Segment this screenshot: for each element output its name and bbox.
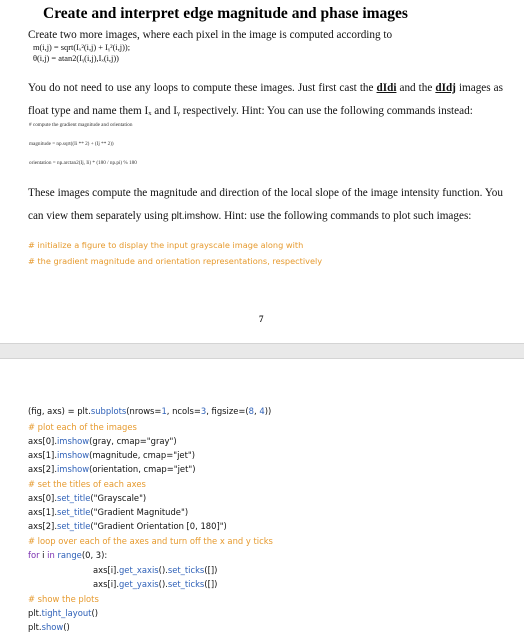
code-line-yaxis-ticks bbox=[93, 579, 217, 589]
hint-comment-line-2: # the gradient magnitude and orientation representations, respectively bbox=[28, 256, 323, 266]
code-fn: set_title bbox=[56, 493, 91, 503]
code-text: axs[2]. bbox=[28, 464, 57, 474]
code-text: axs[1]. bbox=[28, 450, 57, 460]
code-comment-show: # show the plots bbox=[28, 594, 99, 604]
didi-link[interactable]: dIdi bbox=[376, 82, 397, 94]
code-text: (orientation, cmap="jet") bbox=[89, 464, 196, 474]
code-line-title-orientation bbox=[28, 521, 227, 531]
code-fn: set_title bbox=[56, 507, 91, 517]
code-keyword: in bbox=[47, 550, 55, 560]
code-comment-loop: # loop over each of the axes and turn off the x and y ticks bbox=[28, 536, 273, 546]
code-text: axs[0]. bbox=[28, 493, 57, 503]
code-text: plt. bbox=[28, 622, 42, 632]
formula-phase: θ(i,j) = atan2(Iᵧ(i,j),Iₓ(i,j)) bbox=[33, 54, 119, 63]
didj-link[interactable]: dIdj bbox=[435, 82, 456, 94]
code-comment-plot-each: # plot each of the images bbox=[28, 422, 137, 432]
code-text: (gray, cmap="gray") bbox=[89, 436, 177, 446]
code-text: , figsize=( bbox=[206, 406, 249, 416]
code-fn: get_xaxis bbox=[118, 565, 159, 575]
code-line-imshow-orientation bbox=[28, 464, 196, 474]
code-text: ([]) bbox=[204, 565, 218, 575]
page-separator bbox=[0, 343, 524, 359]
code-text: ("Grayscale") bbox=[90, 493, 147, 503]
code-line-title-magnitude bbox=[28, 507, 188, 517]
code-fn: imshow bbox=[56, 450, 90, 460]
code-text: axs[i]. bbox=[93, 579, 119, 589]
code-fn: get_yaxis bbox=[118, 579, 159, 589]
hint-code-orientation: orientation = np.arctan2(Ij, Ii) * (180 / np.pi) % 180 bbox=[29, 160, 137, 166]
para2-text-c: images as float type and name them Iₓ and Iᵧ respectively. Hint: You can use the following commands instead: bbox=[28, 82, 503, 117]
code-text: (). bbox=[158, 579, 168, 589]
code-line-subplots bbox=[28, 406, 271, 416]
code-text: (fig, axs) = plt. bbox=[28, 406, 91, 416]
code-text: () bbox=[63, 622, 70, 632]
section-title: Create and interpret edge magnitude and phase images bbox=[43, 5, 408, 22]
code-line-tight-layout bbox=[28, 608, 98, 618]
cast-instructions-paragraph bbox=[28, 77, 503, 123]
code-text: ([]) bbox=[204, 579, 218, 589]
hint-comment-line-1: # initialize a figure to display the input grayscale image along with bbox=[28, 240, 304, 250]
para3-text-a: These images compute the magnitude and direction of the local slope of the image intensity function. You can view them separately using bbox=[28, 187, 503, 222]
code-num: 1 bbox=[161, 406, 167, 416]
code-text: i bbox=[39, 550, 48, 560]
intro-paragraph: Create two more images, where each pixel in the image is computed according to bbox=[28, 29, 393, 41]
code-line-for-loop bbox=[28, 550, 107, 560]
code-fn: range bbox=[57, 550, 82, 560]
code-text: (). bbox=[158, 565, 168, 575]
plot-instructions-paragraph bbox=[28, 182, 503, 228]
code-line-title-grayscale bbox=[28, 493, 146, 503]
para2-text-b: and the bbox=[396, 82, 436, 94]
para2-text-a: You do not need to use any loops to compute these images. Just first cast the bbox=[28, 82, 377, 94]
hint-code-comment: # compute the gradient magnitude and orientation bbox=[29, 122, 133, 128]
code-text: ("Gradient Magnitude") bbox=[90, 507, 189, 517]
code-num: 8 bbox=[248, 406, 255, 416]
code-text: axs[2]. bbox=[28, 521, 57, 531]
code-fn: imshow bbox=[56, 436, 90, 446]
code-fn: set_ticks bbox=[167, 565, 205, 575]
code-num: 3 bbox=[200, 406, 207, 416]
code-text: axs[i]. bbox=[93, 565, 119, 575]
code-text: (nrows= bbox=[126, 406, 162, 416]
code-fn: imshow bbox=[56, 464, 90, 474]
code-line-show bbox=[28, 622, 70, 632]
hint-code-magnitude: magnitude = np.sqrt((Ii ** 2) + (Ij ** 2)) bbox=[29, 141, 114, 147]
code-fn: set_title bbox=[56, 521, 91, 531]
code-text: , ncols= bbox=[166, 406, 201, 416]
code-keyword: for bbox=[28, 550, 40, 560]
code-text: plt. bbox=[28, 608, 42, 618]
code-comment-set-titles: # set the titles of each axes bbox=[28, 479, 146, 489]
code-text: axs[1]. bbox=[28, 507, 57, 517]
formula-magnitude: m(i,j) = sqrt(Iₓ²(i,j) + Iᵧ²(i,j)); bbox=[33, 43, 131, 52]
code-text: ("Gradient Orientation [0, 180]") bbox=[90, 521, 227, 531]
page-number: 7 bbox=[259, 314, 264, 324]
code-num: 4 bbox=[259, 406, 265, 416]
code-text: () bbox=[91, 608, 98, 618]
code-line-imshow-gray bbox=[28, 436, 177, 446]
code-fn: set_ticks bbox=[167, 579, 205, 589]
code-text: , bbox=[254, 406, 260, 416]
code-fn: subplots bbox=[90, 406, 127, 416]
code-line-xaxis-ticks bbox=[93, 565, 217, 575]
imshow-inline-code: plt.imshow bbox=[171, 211, 219, 222]
code-fn: tight_layout bbox=[41, 608, 92, 618]
code-text: (magnitude, cmap="jet") bbox=[89, 450, 195, 460]
code-text: axs[0]. bbox=[28, 436, 57, 446]
para3-text-b: . Hint: use the following commands to plot such images: bbox=[218, 210, 472, 222]
code-text: )) bbox=[264, 406, 272, 416]
code-line-imshow-magnitude bbox=[28, 450, 195, 460]
code-fn: show bbox=[41, 622, 64, 632]
code-text: (0, 3): bbox=[81, 550, 108, 560]
